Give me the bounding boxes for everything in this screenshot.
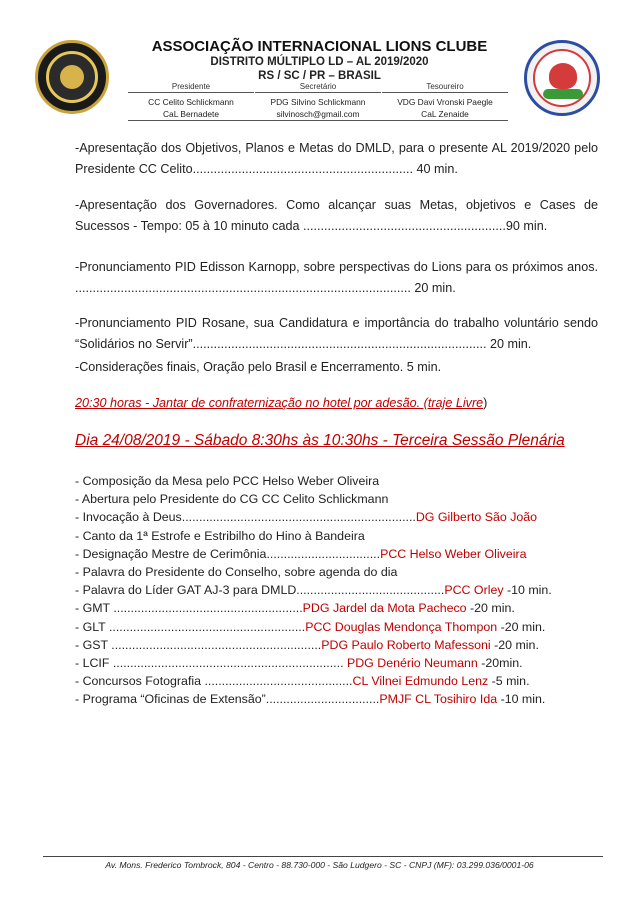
agenda-paragraph: -Pronunciamento PID Rosane, sua Candidatura e importância do trabalho voluntário sendo “Solidários no Servir”.................................................................................... 20 min.: [75, 316, 598, 351]
officer-treasurer: [382, 82, 508, 120]
session-title: Dia 24/08/2019 - Sábado 8:30hs às 10:30hs - Terceira Sessão Plenária: [75, 432, 565, 449]
agenda-item-speaker: PDG Paulo Roberto Mafessoni: [321, 637, 491, 652]
agenda-item: [75, 492, 388, 506]
agenda-item-speaker: PMJF CL Tosihiro Ida: [379, 692, 498, 707]
agenda-item: [75, 674, 530, 688]
agenda-item: [75, 547, 527, 561]
officer-secretary: [255, 82, 381, 120]
officer-role: Presidente: [128, 82, 254, 93]
organization-title: ASSOCIAÇÃO INTERNACIONAL LIONS CLUBE: [151, 38, 488, 55]
agenda-item-speaker: PCC Douglas Mendonça Thompon: [305, 619, 498, 634]
footer-divider: [43, 856, 603, 857]
agenda-item-time: -10 min.: [503, 583, 552, 598]
agenda-item: [75, 583, 552, 597]
agenda-item: [75, 638, 539, 652]
agenda-item-label: - Canto da 1ª Estrofe e Estribilho do Hino à Bandeira: [75, 528, 365, 543]
agenda-item-speaker: CL Vilnei Edmundo Lenz: [352, 674, 489, 689]
agenda-item-time: -20 min.: [497, 619, 546, 634]
officer-email: silvinosch@gmail.com: [276, 109, 360, 119]
agenda-item-time: -10 min.: [497, 692, 546, 707]
officer-name: CC Celito Schlickmann: [148, 97, 234, 107]
agenda-item-time: -20 min.: [490, 637, 539, 652]
agenda-item-label: - Abertura pelo Presidente do CG CC Celito Schlickmann: [75, 492, 389, 507]
agenda-item-speaker: PDG Jardel da Mota Pacheco: [302, 601, 467, 616]
agenda-item: [75, 692, 545, 706]
agenda-paragraph: -Apresentação dos Governadores. Como alcançar suas Metas, objetivos e Cases de Sucessos - Tempo: 05 à 10 minuto cada ..........................................................90 min.: [75, 198, 598, 233]
agenda-item-speaker: PCC Orley: [444, 583, 504, 598]
agenda-item: [75, 601, 515, 615]
agenda-item-time: -20 min.: [466, 601, 515, 616]
agenda-item-label: - Designação Mestre de Cerimônia.................................: [75, 546, 381, 561]
agenda-item-label: - Palavra do Líder GAT AJ-3 para DMLD...........................................: [75, 583, 445, 598]
agenda-item-label: - Programa “Oficinas de Extensão”.................................: [75, 692, 380, 707]
agenda-item-time: -20min.: [477, 656, 523, 670]
officer-name: PDG Silvino Schlickmann: [270, 97, 366, 107]
agenda-item-label: - Concursos Fotografia ...........................................: [75, 674, 353, 689]
agenda-paragraph: -Pronunciamento PID Edisson Karnopp, sobre perspectivas do Lions para os próximos anos. ................................................................................................ 20 min.: [75, 260, 598, 295]
dinner-note: [75, 396, 598, 410]
agenda-item-label: - Composição da Mesa pelo PCC Helso Weber Oliveira: [75, 474, 380, 488]
agenda-item: [75, 510, 537, 524]
agenda-item-speaker: PDG Denério Neumann: [343, 656, 478, 670]
agenda-item-label: - Palavra do Presidente do Conselho, sobre agenda do dia: [75, 565, 398, 579]
agenda-item-label: - GLT .........................................................: [75, 619, 306, 634]
dinner-note-text: 20:30 horas - Jantar de confraternização no hotel por adesão. (traje Livre: [75, 396, 484, 410]
region-subtitle: RS / SC / PR – BRASIL: [258, 70, 381, 82]
officer-role: Tesoureiro: [382, 82, 508, 93]
dinner-note-close: ): [483, 396, 488, 410]
officer-partner: CaL Bernadete: [162, 109, 220, 119]
agenda-paragraph: -Considerações finais, Oração pelo Brasil e Encerramento. 5 min.: [75, 360, 442, 374]
header-divider: [128, 120, 508, 121]
agenda-item-label: - GMT .......................................................: [75, 601, 303, 616]
agenda-item: [75, 656, 523, 670]
agenda-item: [75, 565, 397, 579]
agenda-item-label: - Invocação à Deus....................................................................: [75, 510, 416, 525]
agenda-item: [75, 529, 365, 543]
district-subtitle: DISTRITO MÚLTIPLO LD – AL 2019/2020: [210, 56, 429, 68]
footer-address: Av. Mons. Frederico Tombrock, 804 - Centro - 88.730-000 - São Ludgero - SC - CNPJ (MF): 03.299.036/0001-06: [105, 860, 534, 870]
agenda-item: [75, 474, 379, 488]
agenda-item-label: - GST .............................................................: [75, 637, 322, 652]
officer-partner: CaL Zenaide: [421, 109, 469, 119]
agenda-item-label: - LCIF ...................................................................: [75, 656, 344, 670]
officer-role: Secretário: [255, 82, 381, 93]
agenda-item: [75, 620, 545, 634]
officer-name: VDG Davi Vronski Paegle: [397, 97, 493, 107]
agenda-paragraph: -Apresentação dos Objetivos, Planos e Metas do DMLD, para o presente AL 2019/2020 pelo Presidente CC Celito............................................................... 40 min.: [75, 141, 598, 176]
agenda-item-speaker: DG Gilberto São João: [415, 510, 538, 525]
agenda-item-time: -5 min.: [488, 674, 530, 689]
officer-president: [128, 82, 254, 120]
agenda-item-speaker: PCC Helso Weber Oliveira: [380, 546, 527, 561]
